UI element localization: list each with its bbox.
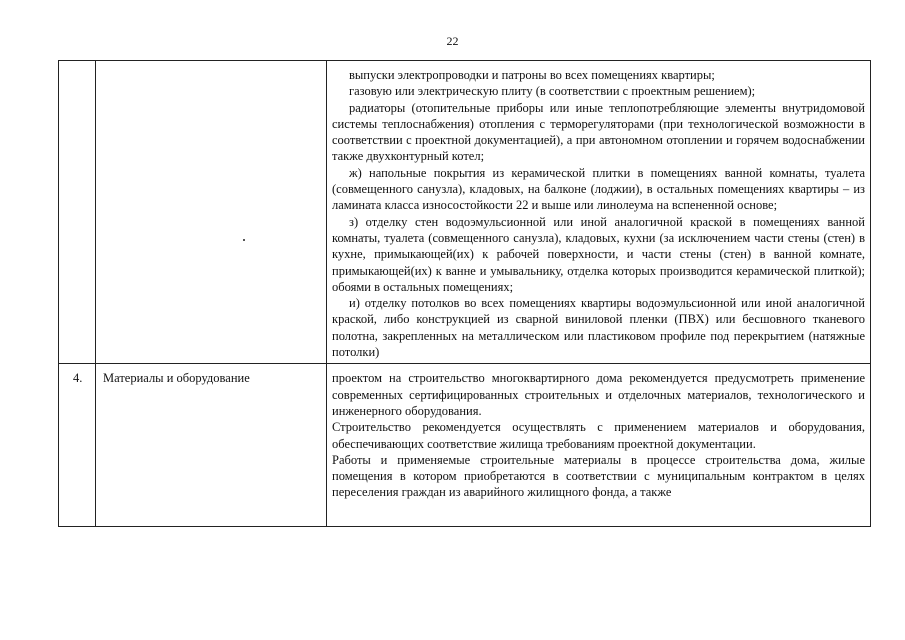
cell-name-empty: [96, 61, 327, 364]
table-row-materials: [59, 364, 871, 527]
requirements-table: [58, 60, 871, 527]
paragraph: выпуски электропроводки и патроны во всех помещениях квартиры;: [349, 68, 715, 82]
paragraph: радиаторы (отопительные приборы или иные теплопотребляющие элементы внутридомовой системы теплоснабжения) отопления с терморегуляторами (при технологической возможности в соответствии с проектной документацией), а при автономном отоплении и горячем водоснабжении также двухконтурный котел;: [332, 100, 865, 164]
cell-row-number: [59, 364, 96, 527]
paragraph: з) отделку стен водоэмульсионной или иной аналогичной краской в помещениях ванной комнаты, туалета (совмещенного санузла), кладовых, кухни (за исключением части стены (стен) в кухне, примыкающей(их) к рабочей поверхности, и части стены (стен) в ванной комнате, примыкающей(их) к ванне и умывальнику, отделка которых производится керамической плиткой); обоями в остальных помещениях;: [332, 214, 865, 294]
cell-number-empty: [59, 61, 96, 364]
paragraph: Строительство рекомендуется осуществлять с применением материалов и оборудования, обеспечивающих соответствие жилища требованиям проектной документации.: [332, 420, 865, 451]
row-name: Материалы и оборудование: [103, 371, 250, 386]
paragraph: газовую или электрическую плиту (в соответствии с проектным решением);: [349, 84, 756, 99]
cell-requirements-text: [327, 61, 871, 364]
paragraph: ж) напольные покрытия из керамической плитки в помещениях ванной комнаты, туалета (совмещенного санузла), кладовых, на балконе (лоджии), в остальных помещениях квартиры – из ламината класса износостойкости 22 и выше или линолеума на вспененной основе;: [332, 165, 865, 213]
paragraph: и) отделку потолков во всех помещениях квартиры водоэмульсионной или иной аналогичной краской, либо конструкцией из сварной виниловой пленки (ПВХ) или бесшовного тканевого полотна, закрепленных на металлическом или пластиковом профиле под перекрытием (натяжные потолки): [332, 296, 865, 360]
page-number: 22: [446, 34, 459, 48]
paragraph: проектом на строительство многоквартирного дома рекомендуется предусмотреть применение современных сертифицированных строительных и отделочных материалов, технологического и инженерного оборудования.: [332, 371, 865, 418]
row-number: 4.: [73, 371, 83, 386]
table-row-continuation: [59, 61, 871, 364]
paragraph: Работы и применяемые строительные материалы в процессе строительства дома, жилые помещения в котором приобретаются в соответствии с муниципальным контрактом в целях переселения граждан из аварийного жилищного фонда, а также: [332, 452, 865, 500]
cell-materials-text: [327, 364, 871, 527]
cell-row-name: [96, 364, 327, 527]
scan-speck: [243, 239, 245, 241]
